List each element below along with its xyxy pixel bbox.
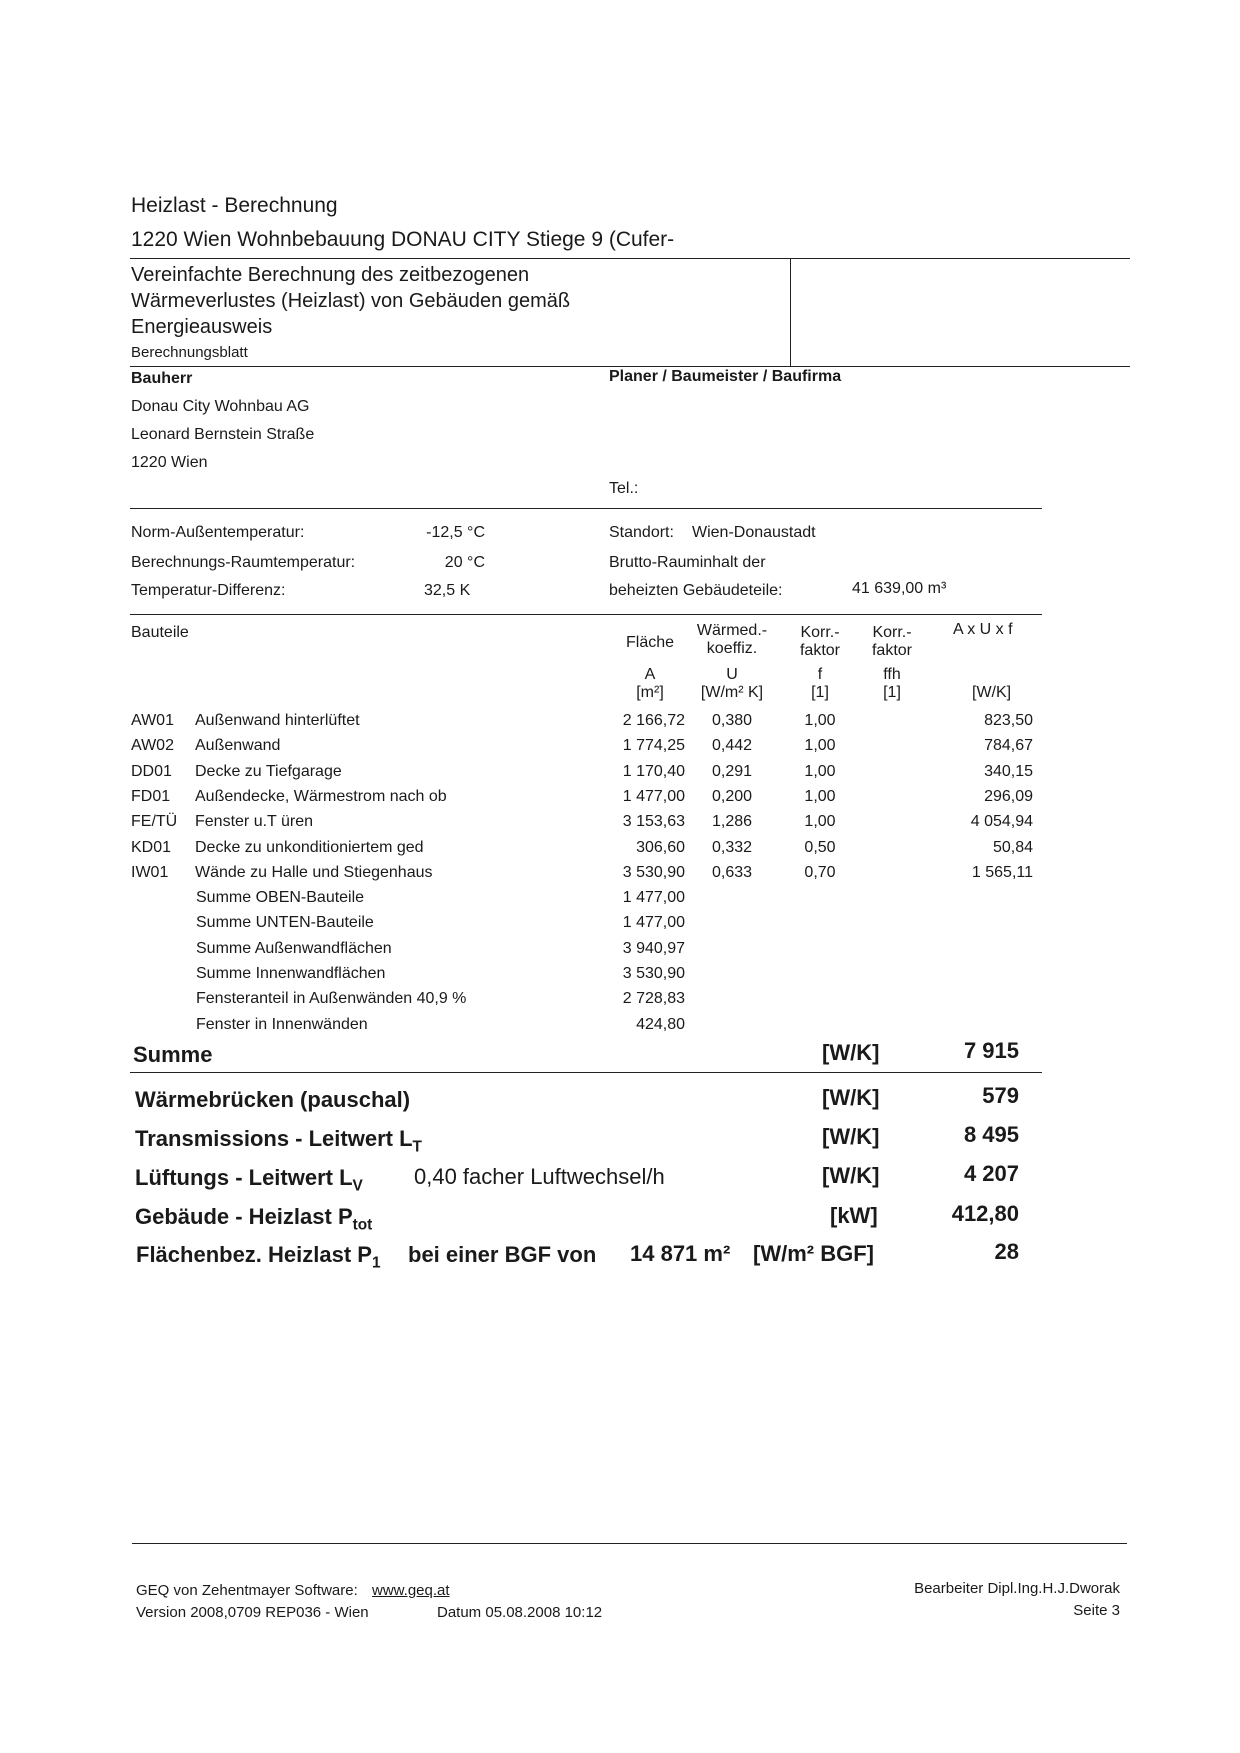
row-name: Außenwand bbox=[195, 737, 281, 754]
row-axuxf: 50,84 bbox=[992, 839, 1033, 856]
transmission-label: Transmissions - Leitwert $L_T$ bbox=[135, 1126, 422, 1156]
footer-datum: Datum 05.08.2008 10:12 bbox=[437, 1604, 603, 1621]
divider bbox=[130, 366, 1130, 367]
sum-area: 424,80 bbox=[636, 1016, 685, 1033]
footer-bearbeiter: Bearbeiter Dipl.Ing.H.J.Dworak bbox=[914, 1580, 1120, 1597]
heizlast-unit: [kW] bbox=[830, 1203, 878, 1228]
unit-ffh: [1] bbox=[883, 684, 901, 701]
footer-version: Version 2008,0709 REP036 - Wien bbox=[136, 1604, 369, 1621]
brutto-label: Brutto-Rauminhalt der bbox=[609, 554, 766, 571]
row-f-factor: 1,00 bbox=[804, 788, 836, 805]
row-f-factor: 1,00 bbox=[804, 813, 836, 830]
divider bbox=[130, 614, 1042, 615]
col-korr1: Korr.- bbox=[800, 624, 840, 641]
row-name: Außenwand hinterlüftet bbox=[195, 712, 360, 729]
row-f-factor: 0,50 bbox=[804, 839, 836, 856]
bauherr-line: Leonard Bernstein Straße bbox=[131, 426, 315, 443]
row-axuxf: 784,67 bbox=[984, 737, 1033, 754]
row-axuxf: 823,50 bbox=[984, 712, 1033, 729]
bgf-area: 14 871 m² bbox=[630, 1241, 731, 1266]
col-korr2: Korr.- bbox=[872, 624, 912, 641]
sheet-label: Berechnungsblatt bbox=[131, 344, 248, 361]
sum-name: Summe OBEN-Bauteile bbox=[196, 889, 365, 906]
row-u-value: 0,200 bbox=[711, 788, 753, 805]
waermebruecken-value: 579 bbox=[982, 1083, 1019, 1108]
bgf-label: bei einer BGF von bbox=[408, 1242, 597, 1267]
row-code: FD01 bbox=[131, 788, 171, 805]
col-waerme: koeffiz. bbox=[706, 640, 758, 657]
col-axuxf: A x U x f bbox=[953, 621, 1013, 638]
row-f-factor: 0,70 bbox=[804, 864, 836, 881]
sum-name: Summe UNTEN-Bauteile bbox=[196, 914, 374, 931]
sum-name: Summe Innenwandflächen bbox=[196, 965, 386, 982]
row-f-factor: 1,00 bbox=[804, 712, 836, 729]
standort-label: Standort: bbox=[609, 524, 674, 541]
row-axuxf: 4 054,94 bbox=[970, 813, 1033, 830]
row-name: Decke zu unkonditioniertem ged bbox=[195, 839, 424, 856]
col-korr1: faktor bbox=[799, 642, 840, 659]
footer-divider bbox=[132, 1543, 1127, 1544]
sum-name: Summe Außenwandflächen bbox=[196, 940, 392, 957]
waermebruecken-label: Wärmebrücken (pauschal) bbox=[135, 1087, 411, 1112]
footer-seite: Seite 3 bbox=[1073, 1602, 1120, 1619]
row-code: AW02 bbox=[131, 737, 174, 754]
footer-software: GEQ von Zehentmayer Software: bbox=[136, 1582, 358, 1599]
temp-diff-value: 32,5 K bbox=[424, 582, 471, 599]
divider bbox=[130, 508, 1042, 509]
row-area: 2 166,72 bbox=[622, 712, 685, 729]
norm-temp-value: -12,5 °C bbox=[426, 524, 485, 541]
brutto-value: 41 639,00 m³ bbox=[852, 580, 947, 597]
page-title: Heizlast - Berechnung bbox=[131, 194, 338, 217]
row-name: Fenster u.T üren bbox=[195, 813, 313, 830]
planer-label: Planer / Baumeister / Baufirma bbox=[609, 368, 842, 385]
row-name: Wände zu Halle und Stiegenhaus bbox=[195, 864, 433, 881]
lueftung-label: Lüftungs - Leitwert $L_V$ bbox=[135, 1165, 363, 1195]
bauherr-line: Donau City Wohnbau AG bbox=[131, 398, 310, 415]
row-area: 306,60 bbox=[636, 839, 685, 856]
row-u-value: 0,442 bbox=[711, 737, 753, 754]
col-flaeche: Fläche bbox=[625, 634, 675, 651]
row-axuxf: 340,15 bbox=[984, 763, 1033, 780]
waermebruecken-unit: [W/K] bbox=[822, 1085, 880, 1110]
row-name: Außendecke, Wärmestrom nach ob bbox=[195, 788, 447, 805]
row-u-value: 0,380 bbox=[711, 712, 753, 729]
temp-diff-label: Temperatur-Differenz: bbox=[131, 582, 286, 599]
row-code: KD01 bbox=[131, 839, 172, 856]
sum-name: Fensteranteil in Außenwänden 40,9 % bbox=[196, 990, 467, 1007]
sum-name: Fenster in Innenwänden bbox=[196, 1016, 368, 1033]
bauherr-label: Bauherr bbox=[131, 370, 193, 387]
row-code: AW01 bbox=[131, 712, 174, 729]
divider bbox=[130, 258, 1130, 259]
description-line: Wärmeverlustes (Heizlast) von Gebäuden gemäß bbox=[131, 290, 571, 312]
divider bbox=[790, 258, 791, 366]
room-temp-label: Berechnungs-Raumtemperatur: bbox=[131, 554, 356, 571]
col-korr2: faktor bbox=[871, 642, 912, 659]
unit-axuxf: [W/K] bbox=[972, 684, 1012, 701]
col-bauteile: Bauteile bbox=[131, 624, 189, 641]
sum-area: 3 530,90 bbox=[622, 965, 685, 982]
heizlast-label: Gebäude - Heizlast $P_{tot}$ bbox=[135, 1204, 373, 1234]
unit-f: [1] bbox=[811, 684, 829, 701]
row-area: 1 774,25 bbox=[622, 737, 685, 754]
tel-label: Tel.: bbox=[609, 480, 639, 497]
flaechen-heizlast-unit: [W/m² BGF] bbox=[753, 1241, 874, 1266]
row-code: IW01 bbox=[131, 864, 169, 881]
row-f-factor: 1,00 bbox=[804, 737, 836, 754]
flaechen-heizlast-label: Flächenbez. Heizlast $P_1$ bbox=[136, 1242, 381, 1272]
lueftung-unit: [W/K] bbox=[822, 1163, 880, 1188]
row-u-value: 1,286 bbox=[711, 813, 753, 830]
flaechen-heizlast-value: 28 bbox=[994, 1239, 1019, 1264]
row-name: Decke zu Tiefgarage bbox=[195, 763, 342, 780]
row-u-value: 0,332 bbox=[711, 839, 753, 856]
description-line: Energieausweis bbox=[131, 316, 273, 338]
sym-f: f bbox=[817, 666, 823, 683]
transmission-unit: [W/K] bbox=[822, 1124, 880, 1149]
unit-u: [W/m² K] bbox=[700, 684, 764, 701]
row-area: 1 170,40 bbox=[622, 763, 685, 780]
norm-temp-label: Norm-Außentemperatur: bbox=[131, 524, 305, 541]
row-axuxf: 296,09 bbox=[984, 788, 1033, 805]
summe-value: 7 915 bbox=[963, 1038, 1019, 1063]
sum-area: 1 477,00 bbox=[622, 914, 685, 931]
row-axuxf: 1 565,11 bbox=[971, 864, 1033, 881]
sum-area: 2 728,83 bbox=[622, 990, 685, 1007]
heizlast-value: 412,80 bbox=[951, 1201, 1019, 1226]
bauherr-line: 1220 Wien bbox=[131, 454, 208, 471]
sum-area: 3 940,97 bbox=[622, 940, 685, 957]
sym-a: A bbox=[644, 666, 656, 683]
room-temp-value: 20 °C bbox=[444, 554, 485, 571]
footer-link[interactable]: www.geq.at bbox=[372, 1582, 450, 1599]
row-code: FE/TÜ bbox=[131, 813, 178, 830]
lueftung-note: 0,40 facher Luftwechsel/h bbox=[414, 1164, 665, 1189]
sym-ffh: ffh bbox=[883, 666, 901, 683]
row-area: 3 153,63 bbox=[622, 813, 685, 830]
lueftung-value: 4 207 bbox=[963, 1161, 1019, 1186]
row-u-value: 0,291 bbox=[711, 763, 753, 780]
row-u-value: 0,633 bbox=[711, 864, 753, 881]
description-line: Vereinfachte Berechnung des zeitbezogenen bbox=[131, 264, 530, 286]
row-f-factor: 1,00 bbox=[804, 763, 836, 780]
row-area: 1 477,00 bbox=[622, 788, 685, 805]
row-area: 3 530,90 bbox=[622, 864, 685, 881]
standort-value: Wien-Donaustadt bbox=[692, 524, 816, 541]
sum-area: 1 477,00 bbox=[622, 889, 685, 906]
divider bbox=[130, 1072, 1042, 1073]
unit-a: [m²] bbox=[636, 684, 664, 701]
project-title: 1220 Wien Wohnbebauung DONAU CITY Stiege 9 (Cufer- bbox=[131, 228, 675, 251]
row-code: DD01 bbox=[131, 763, 172, 780]
summe-label: Summe bbox=[133, 1042, 213, 1067]
summe-unit: [W/K] bbox=[822, 1040, 880, 1065]
brutto-label: beheizten Gebäudeteile: bbox=[609, 582, 783, 599]
sym-u: U bbox=[726, 666, 738, 683]
transmission-value: 8 495 bbox=[963, 1122, 1019, 1147]
col-waerme: Wärmed.- bbox=[696, 622, 768, 639]
